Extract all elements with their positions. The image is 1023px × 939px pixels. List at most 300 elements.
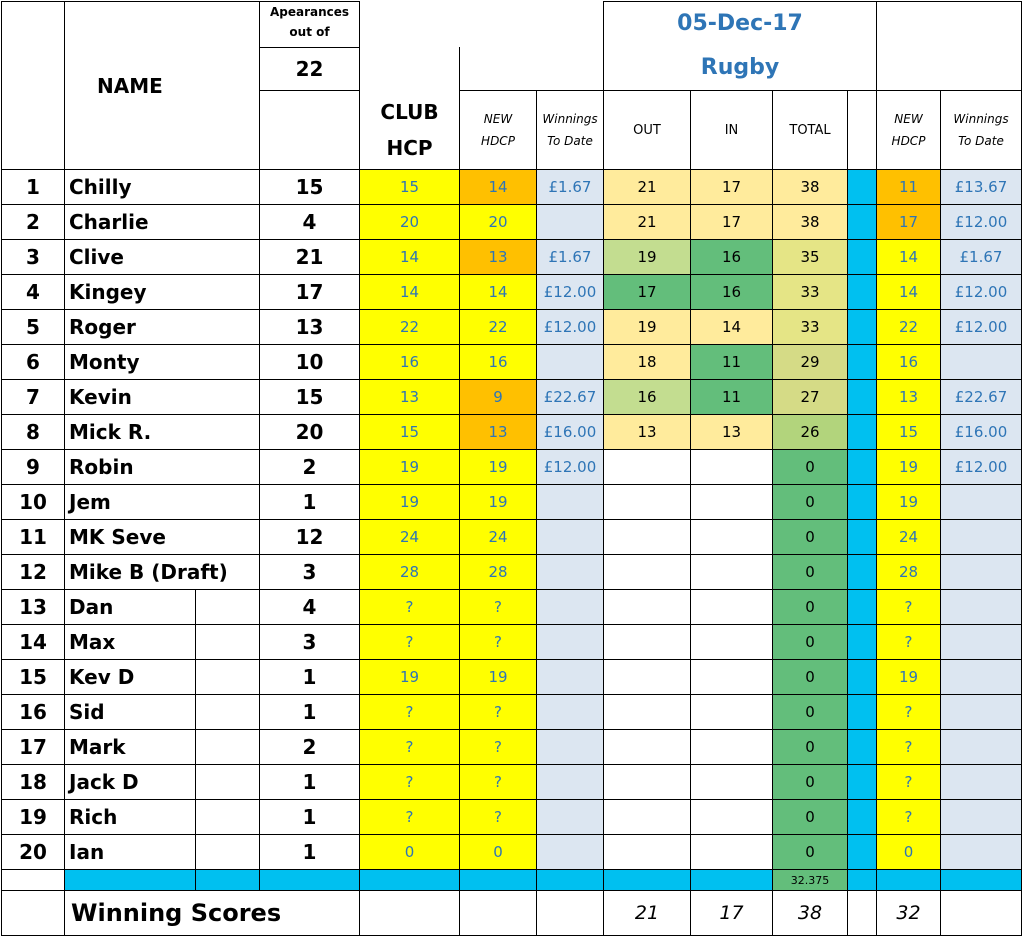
row-new-hdcp: 0 <box>460 835 537 870</box>
footer-in: 17 <box>691 891 773 936</box>
average-cell <box>360 870 460 891</box>
row-winnings2: £12.00 <box>941 450 1022 485</box>
blank-cell <box>196 800 260 835</box>
table-row <box>2 625 1022 660</box>
row-name: Kingey <box>65 275 260 310</box>
row-index: 10 <box>2 485 65 520</box>
row-out: 19 <box>604 310 691 345</box>
row-new-hdcp2: 13 <box>877 380 941 415</box>
winnings2-header <box>941 91 1022 170</box>
row-in: 16 <box>691 275 773 310</box>
row-appearances: 17 <box>260 275 360 310</box>
average-cell <box>691 870 773 891</box>
row-winnings2: £16.00 <box>941 415 1022 450</box>
row-new-hdcp: 28 <box>460 555 537 590</box>
blank-cell <box>196 765 260 800</box>
row-winnings2 <box>941 485 1022 520</box>
row-name: Jem <box>65 485 260 520</box>
row-spacer <box>848 590 877 625</box>
new-hdcp2-header <box>877 91 941 170</box>
row-winnings: £1.67 <box>537 170 604 205</box>
row-new-hdcp2: ? <box>877 590 941 625</box>
row-in <box>691 800 773 835</box>
row-new-hdcp2: ? <box>877 765 941 800</box>
row-club-hcp: 19 <box>360 660 460 695</box>
out-header: OUT <box>604 91 691 170</box>
new-hdcp-label-1: NEW <box>483 112 513 126</box>
row-spacer <box>848 555 877 590</box>
table-row <box>2 345 1022 380</box>
row-winnings <box>537 695 604 730</box>
row-spacer <box>848 240 877 275</box>
row-total: 38 <box>773 205 848 240</box>
row-appearances: 13 <box>260 310 360 345</box>
row-in: 17 <box>691 170 773 205</box>
row-name: Chilly <box>65 170 260 205</box>
row-index: 20 <box>2 835 65 870</box>
row-winnings <box>537 590 604 625</box>
table-row <box>2 695 1022 730</box>
row-total: 27 <box>773 380 848 415</box>
row-total: 0 <box>773 485 848 520</box>
row-out <box>604 555 691 590</box>
row-new-hdcp: ? <box>460 695 537 730</box>
row-total: 0 <box>773 835 848 870</box>
row-in <box>691 730 773 765</box>
row-spacer <box>848 485 877 520</box>
table-row <box>2 205 1022 240</box>
row-in <box>691 625 773 660</box>
row-out <box>604 695 691 730</box>
row-in <box>691 660 773 695</box>
row-in <box>691 555 773 590</box>
blank-cell <box>848 891 877 936</box>
table-row <box>2 555 1022 590</box>
row-spacer <box>848 730 877 765</box>
average-cell <box>260 870 360 891</box>
row-new-hdcp2: 16 <box>877 345 941 380</box>
table-row <box>2 240 1022 275</box>
row-name: Kev D <box>65 660 196 695</box>
row-name: Roger <box>65 310 260 345</box>
appearances-header <box>260 2 360 48</box>
row-new-hdcp2: ? <box>877 730 941 765</box>
new-hdcp2-label-2: HDCP <box>891 134 926 148</box>
footer-total: 38 <box>773 891 848 936</box>
row-out: 21 <box>604 205 691 240</box>
row-appearances: 15 <box>260 170 360 205</box>
row-index: 6 <box>2 345 65 380</box>
row-appearances: 1 <box>260 485 360 520</box>
row-index: 4 <box>2 275 65 310</box>
row-spacer <box>848 520 877 555</box>
row-index: 3 <box>2 240 65 275</box>
event-header <box>604 2 877 91</box>
blank-cell <box>196 660 260 695</box>
winnings-label-1: Winnings <box>542 112 598 126</box>
row-new-hdcp2: ? <box>877 800 941 835</box>
index-header <box>2 2 65 170</box>
row-appearances: 20 <box>260 415 360 450</box>
row-club-hcp: 13 <box>360 380 460 415</box>
row-new-hdcp2: 15 <box>877 415 941 450</box>
row-winnings2: £22.67 <box>941 380 1022 415</box>
row-new-hdcp: 13 <box>460 415 537 450</box>
row-winnings2 <box>941 555 1022 590</box>
row-name: Monty <box>65 345 260 380</box>
event-date: 05-Dec-17 <box>677 11 803 36</box>
row-appearances: 3 <box>260 625 360 660</box>
appearances-total: 22 <box>260 47 360 91</box>
row-appearances: 15 <box>260 380 360 415</box>
row-winnings2 <box>941 800 1022 835</box>
row-in: 14 <box>691 310 773 345</box>
blank-cell <box>360 47 460 91</box>
blank-cell <box>196 590 260 625</box>
table-row <box>2 415 1022 450</box>
row-appearances: 12 <box>260 520 360 555</box>
row-name: Rich <box>65 800 196 835</box>
row-new-hdcp2: 19 <box>877 450 941 485</box>
row-spacer <box>848 450 877 485</box>
table-row <box>2 380 1022 415</box>
row-index: 5 <box>2 310 65 345</box>
row-new-hdcp: ? <box>460 730 537 765</box>
row-name: Clive <box>65 240 260 275</box>
row-new-hdcp2: 0 <box>877 835 941 870</box>
row-total: 26 <box>773 415 848 450</box>
row-new-hdcp: 22 <box>460 310 537 345</box>
row-winnings2 <box>941 765 1022 800</box>
new-hdcp-header <box>460 91 537 170</box>
row-in: 16 <box>691 240 773 275</box>
row-new-hdcp: ? <box>460 765 537 800</box>
row-winnings <box>537 205 604 240</box>
row-appearances: 4 <box>260 205 360 240</box>
table-row <box>2 730 1022 765</box>
row-in: 13 <box>691 415 773 450</box>
average-cell <box>537 870 604 891</box>
row-new-hdcp: 20 <box>460 205 537 240</box>
in-header: IN <box>691 91 773 170</box>
row-club-hcp: 19 <box>360 485 460 520</box>
row-winnings: £16.00 <box>537 415 604 450</box>
row-index: 13 <box>2 590 65 625</box>
average-cell <box>941 870 1022 891</box>
row-club-hcp: 0 <box>360 835 460 870</box>
footer-new-hdcp2: 32 <box>877 891 941 936</box>
row-index: 11 <box>2 520 65 555</box>
row-out <box>604 520 691 555</box>
row-appearances: 2 <box>260 730 360 765</box>
row-new-hdcp: ? <box>460 800 537 835</box>
row-in: 11 <box>691 345 773 380</box>
average-cell <box>65 870 196 891</box>
row-out <box>604 800 691 835</box>
row-new-hdcp: 9 <box>460 380 537 415</box>
row-winnings2 <box>941 520 1022 555</box>
row-index: 18 <box>2 765 65 800</box>
row-index: 2 <box>2 205 65 240</box>
row-new-hdcp2: ? <box>877 695 941 730</box>
row-new-hdcp: 19 <box>460 660 537 695</box>
row-in <box>691 765 773 800</box>
row-winnings <box>537 730 604 765</box>
row-total: 35 <box>773 240 848 275</box>
row-out <box>604 590 691 625</box>
blank-cell <box>260 91 360 170</box>
row-name: Max <box>65 625 196 660</box>
row-in <box>691 450 773 485</box>
row-total: 0 <box>773 555 848 590</box>
row-winnings2 <box>941 695 1022 730</box>
row-winnings <box>537 660 604 695</box>
row-spacer <box>848 205 877 240</box>
blank-cell <box>848 91 877 170</box>
row-name: Kevin <box>65 380 260 415</box>
row-winnings: £22.67 <box>537 380 604 415</box>
row-out: 17 <box>604 275 691 310</box>
row-new-hdcp: 19 <box>460 485 537 520</box>
average-cell <box>877 870 941 891</box>
row-name: Ian <box>65 835 196 870</box>
winning-scores-row <box>2 891 1022 936</box>
row-out <box>604 730 691 765</box>
row-spacer <box>848 625 877 660</box>
row-spacer <box>848 380 877 415</box>
row-index: 17 <box>2 730 65 765</box>
row-name: Mark <box>65 730 196 765</box>
row-index: 16 <box>2 695 65 730</box>
row-winnings2 <box>941 660 1022 695</box>
appearances-out-of-label: out of <box>289 25 330 39</box>
row-winnings <box>537 555 604 590</box>
row-out: 21 <box>604 170 691 205</box>
row-total: 0 <box>773 765 848 800</box>
row-club-hcp: ? <box>360 730 460 765</box>
row-name: Jack D <box>65 765 196 800</box>
row-new-hdcp2: 22 <box>877 310 941 345</box>
row-winnings <box>537 625 604 660</box>
row-name: Sid <box>65 695 196 730</box>
row-winnings: £12.00 <box>537 450 604 485</box>
row-appearances: 2 <box>260 450 360 485</box>
row-total: 33 <box>773 275 848 310</box>
row-out <box>604 765 691 800</box>
average-total: 32.375 <box>773 870 848 891</box>
row-index: 8 <box>2 415 65 450</box>
row-club-hcp: 24 <box>360 520 460 555</box>
row-club-hcp: 19 <box>360 450 460 485</box>
row-winnings2 <box>941 730 1022 765</box>
name-header <box>65 2 260 170</box>
row-new-hdcp: 24 <box>460 520 537 555</box>
row-new-hdcp2: ? <box>877 625 941 660</box>
row-new-hdcp: 16 <box>460 345 537 380</box>
row-spacer <box>848 275 877 310</box>
winnings2-label-1: Winnings <box>953 112 1009 126</box>
new-hdcp2-label-1: NEW <box>894 112 923 126</box>
blank-cell <box>2 870 65 891</box>
row-winnings2 <box>941 345 1022 380</box>
average-cell <box>460 870 537 891</box>
row-spacer <box>848 170 877 205</box>
row-winnings: £12.00 <box>537 275 604 310</box>
row-out <box>604 625 691 660</box>
row-total: 33 <box>773 310 848 345</box>
blank-cell <box>360 891 460 936</box>
blank-cell <box>196 730 260 765</box>
row-spacer <box>848 695 877 730</box>
table-row <box>2 835 1022 870</box>
row-in <box>691 695 773 730</box>
row-winnings <box>537 765 604 800</box>
blank-cell <box>196 835 260 870</box>
footer-out: 21 <box>604 891 691 936</box>
row-winnings <box>537 485 604 520</box>
table-row <box>2 765 1022 800</box>
table-row <box>2 310 1022 345</box>
average-cell <box>196 870 260 891</box>
row-appearances: 1 <box>260 765 360 800</box>
row-total: 0 <box>773 695 848 730</box>
row-new-hdcp: 19 <box>460 450 537 485</box>
row-winnings2: £1.67 <box>941 240 1022 275</box>
row-new-hdcp: ? <box>460 590 537 625</box>
row-club-hcp: 14 <box>360 240 460 275</box>
table-row <box>2 800 1022 835</box>
table-row <box>2 660 1022 695</box>
row-appearances: 1 <box>260 660 360 695</box>
blank-cell <box>460 891 537 936</box>
row-name: Charlie <box>65 205 260 240</box>
appearances-label: Apearances <box>269 5 350 19</box>
row-in <box>691 520 773 555</box>
row-spacer <box>848 835 877 870</box>
row-out: 18 <box>604 345 691 380</box>
row-winnings <box>537 800 604 835</box>
row-out <box>604 835 691 870</box>
row-appearances: 1 <box>260 695 360 730</box>
row-total: 29 <box>773 345 848 380</box>
row-club-hcp: 15 <box>360 415 460 450</box>
row-spacer <box>848 765 877 800</box>
row-appearances: 21 <box>260 240 360 275</box>
row-new-hdcp2: 11 <box>877 170 941 205</box>
row-winnings2: £13.67 <box>941 170 1022 205</box>
row-in: 17 <box>691 205 773 240</box>
row-new-hdcp2: 28 <box>877 555 941 590</box>
row-winnings2 <box>941 590 1022 625</box>
row-out <box>604 660 691 695</box>
winnings2-label-2: To Date <box>958 134 1004 148</box>
row-new-hdcp2: 19 <box>877 660 941 695</box>
table-row <box>2 520 1022 555</box>
row-total: 0 <box>773 450 848 485</box>
table-row <box>2 170 1022 205</box>
row-winnings <box>537 520 604 555</box>
blank-cell <box>196 625 260 660</box>
total-header: TOTAL <box>773 91 848 170</box>
row-out: 16 <box>604 380 691 415</box>
row-name: Robin <box>65 450 260 485</box>
row-new-hdcp: 13 <box>460 240 537 275</box>
row-winnings2 <box>941 835 1022 870</box>
row-winnings2: £12.00 <box>941 275 1022 310</box>
table-row <box>2 275 1022 310</box>
blank-cell <box>460 47 604 91</box>
row-club-hcp: 28 <box>360 555 460 590</box>
row-in <box>691 590 773 625</box>
table-row <box>2 485 1022 520</box>
row-spacer <box>848 415 877 450</box>
club-hcp-header <box>360 91 460 170</box>
row-appearances: 3 <box>260 555 360 590</box>
row-appearances: 1 <box>260 835 360 870</box>
blank-cell <box>196 695 260 730</box>
winnings-label-2: To Date <box>547 134 593 148</box>
row-index: 1 <box>2 170 65 205</box>
row-index: 12 <box>2 555 65 590</box>
row-winnings: £1.67 <box>537 240 604 275</box>
scorecard-table <box>1 1 1022 936</box>
blank-cell <box>2 891 65 936</box>
row-club-hcp: 16 <box>360 345 460 380</box>
row-in <box>691 485 773 520</box>
row-index: 9 <box>2 450 65 485</box>
row-club-hcp: 20 <box>360 205 460 240</box>
row-club-hcp: 15 <box>360 170 460 205</box>
row-appearances: 1 <box>260 800 360 835</box>
row-winnings2 <box>941 625 1022 660</box>
blank-header-area <box>360 2 604 48</box>
row-spacer <box>848 660 877 695</box>
average-cell <box>848 870 877 891</box>
row-name: MK Seve <box>65 520 260 555</box>
row-new-hdcp2: 14 <box>877 275 941 310</box>
row-club-hcp: 22 <box>360 310 460 345</box>
row-spacer <box>848 310 877 345</box>
row-out: 19 <box>604 240 691 275</box>
row-total: 0 <box>773 520 848 555</box>
row-appearances: 4 <box>260 590 360 625</box>
blank-cell <box>941 891 1022 936</box>
blank-cell <box>537 891 604 936</box>
row-total: 0 <box>773 730 848 765</box>
event-venue: Rugby <box>700 55 780 80</box>
winning-scores-label: Winning Scores <box>65 891 360 936</box>
winnings-header <box>537 91 604 170</box>
average-cell <box>604 870 691 891</box>
row-club-hcp: ? <box>360 800 460 835</box>
row-total: 0 <box>773 625 848 660</box>
new-hdcp-label-2: HDCP <box>481 134 515 148</box>
row-name: Dan <box>65 590 196 625</box>
row-spacer <box>848 345 877 380</box>
row-club-hcp: ? <box>360 590 460 625</box>
table-row <box>2 450 1022 485</box>
row-index: 14 <box>2 625 65 660</box>
row-index: 7 <box>2 380 65 415</box>
row-club-hcp: ? <box>360 765 460 800</box>
row-in <box>691 835 773 870</box>
row-club-hcp: ? <box>360 625 460 660</box>
row-new-hdcp2: 24 <box>877 520 941 555</box>
name-header-label: NAME <box>97 73 163 98</box>
row-in: 11 <box>691 380 773 415</box>
row-winnings2: £12.00 <box>941 310 1022 345</box>
row-winnings2: £12.00 <box>941 205 1022 240</box>
